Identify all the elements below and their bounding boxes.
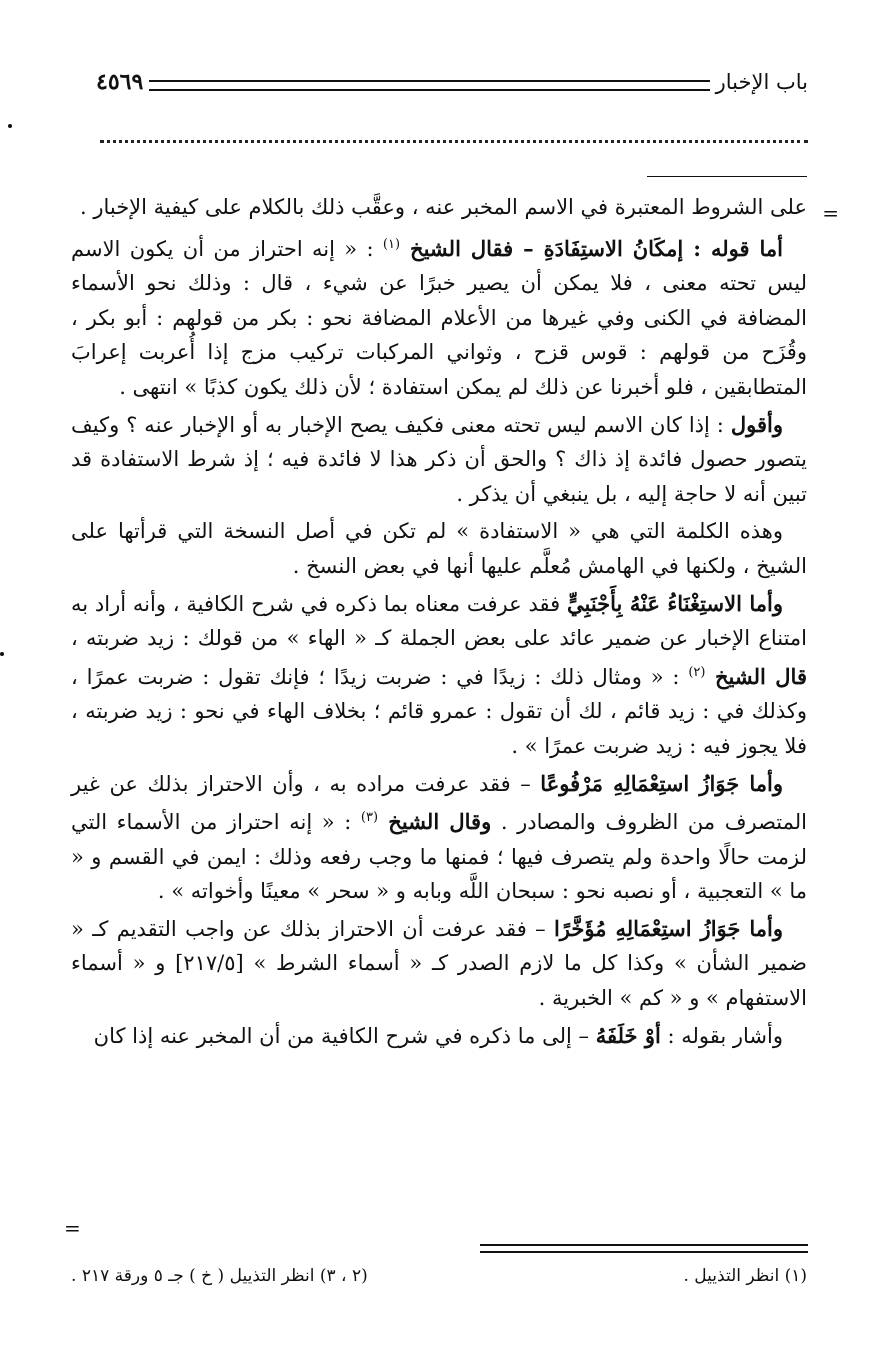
bold-text: وأما جَوَازُ استِعْمَالِهِ مُؤَخَّرًا [553, 915, 783, 941]
text-run: – فقد عرفت مراده به ، وأن الاحتراز بذلك عن غير المتصرف من الظروف والمصادر . [71, 771, 807, 835]
text-run: على الشروط المعتبرة في الاسم المخبر عنه ، وعقَّب ذلك بالكلام على كيفية الإخبار . [79, 195, 807, 219]
text-run: – فقد عرفت أن الاحتراز بذلك عن واجب التقديم كـ « ضمير الشأن » وكذا كل ما لازم الصدر كـ « أسماء الشرط » [٢١٧/٥] و « أسماء الاستفهام » و « كم » الخبرية . [71, 916, 807, 1011]
margin-speck [8, 124, 12, 128]
main-text [71, 190, 807, 1056]
text-run: : « إنه احتراز من أن يكون الاسم ليس تحته معنى ، فلا يمكن أن يصير خبرًا عن شيء ، قال : وذلك نحو الأسماء المضافة في الكنى وفي غيرها من الأعلام المضافة نحو : بكر من قولهم : أبو بكر ، وقُزَح من قولهم : قوس قزح ، وثواني المركبات تركيب مزج إذا أُعربت إعرابَ المتطابقين ، فلو أخبرنا عن ذلك لم يمكن استفادة ؛ لأن ذلك يكون كذبًا » انتهى . [71, 236, 807, 399]
bold-text: وأما الاستِغْنَاءُ عَنْهُ بِأَجْنَبِيٍّ [566, 590, 783, 616]
bold-text: وقال الشيخ [378, 809, 492, 835]
bold-text: قال الشيخ [705, 663, 807, 689]
text-run: : إذا كان الاسم ليس تحته معنى فكيف يصح الإخبار به أو الإخبار عنه ؟ وكيف يتصور حصول فائدة إذ ذاك ؟ والحق أن ذكر هذا لا فائدة فيه ؛ إذ شرط الاستفادة قد تبين أنه لا حاجة إليه ، بل ينبغي أن يذكر . [71, 412, 807, 506]
continued-from-mark: = [822, 201, 839, 225]
text-run: – إلى ما ذكره في شرح الكافية من أن المخبر عنه إذا كان [93, 1023, 596, 1048]
text-run: : « إنه احتراز من الأسماء التي لزمت حالًا واحدة ولم يتصرف فيها ؛ فمنها ما وجب رفعه وذلك : ايمن في القسم و « ما » التعجبية ، أو نصبه نحو : سبحان اللَّه وبابه و « سحر » معينًا وأخواته » . [71, 810, 807, 904]
paragraph [71, 587, 807, 764]
footnote-1: (١) انظر التذييل . [683, 1266, 807, 1286]
footnotes [71, 1266, 807, 1296]
footnote-ref: (٢) [688, 664, 706, 680]
text-run: وهذه الكلمة التي هي « الاستفادة » لم تكن في أصل النسخة التي قرأتها على الشيخ ، ولكنها في الهامش مُعلَّم عليها أنها في بعض النسخ . [71, 519, 807, 578]
paragraph [71, 228, 807, 405]
text-run: فقد عرفت معناه بما ذكره في شرح الكافية ، وأنه أراد به امتناع الإخبار عن ضمير عائد على بعض الجملة كـ « الهاء » من قولك : زيد ضربته ، [71, 591, 807, 651]
footnote-ref: (١) [382, 236, 401, 252]
paragraph [71, 767, 807, 909]
text-run: وأشار بقوله : [660, 1023, 783, 1048]
paragraph [71, 514, 807, 583]
paragraph [71, 408, 807, 512]
margin-speck [0, 652, 4, 656]
footnote-2-3: (٢ ، ٣) انظر التذييل ( خ ) جـ ٥ ورقة ٢١٧ . [71, 1266, 368, 1286]
bold-text: وأما جَوَازُ استِعْمَالِهِ مَرْفُوعًا [540, 770, 783, 796]
footnote-separator [480, 1244, 808, 1253]
dotted-separator [100, 126, 808, 143]
continues-to-mark: = [64, 1216, 81, 1240]
bold-text: أما قوله : إمكَانُ الاستِفَادَةِ – فقال الشيخ [400, 235, 783, 261]
chapter-title: باب الإخبار [715, 70, 808, 94]
running-header [96, 62, 808, 102]
bold-text: وأقول [730, 411, 783, 437]
continuation-rule [647, 176, 807, 177]
footnote-ref: (٣) [360, 810, 379, 826]
paragraph [71, 190, 807, 225]
bold-text: أوْ خَلَفَهُ [595, 1022, 661, 1048]
header-double-rule [149, 80, 709, 91]
page-number: ٤٥٦٩ [96, 69, 144, 95]
text-run: : « ومثال ذلك : زيدًا في : ضربت زيدًا ؛ فإنك تقول : ضربت عمرًا ، وكذلك في : زيد قائم ، لك أن تقول : عمرو قائم ؛ بخلاف الهاء في نحو : زيد ضربته ، فلا يجوز فيه : زيد ضربت عمرًا » . [71, 664, 807, 758]
paragraph [71, 1019, 807, 1054]
paragraph [71, 912, 807, 1016]
